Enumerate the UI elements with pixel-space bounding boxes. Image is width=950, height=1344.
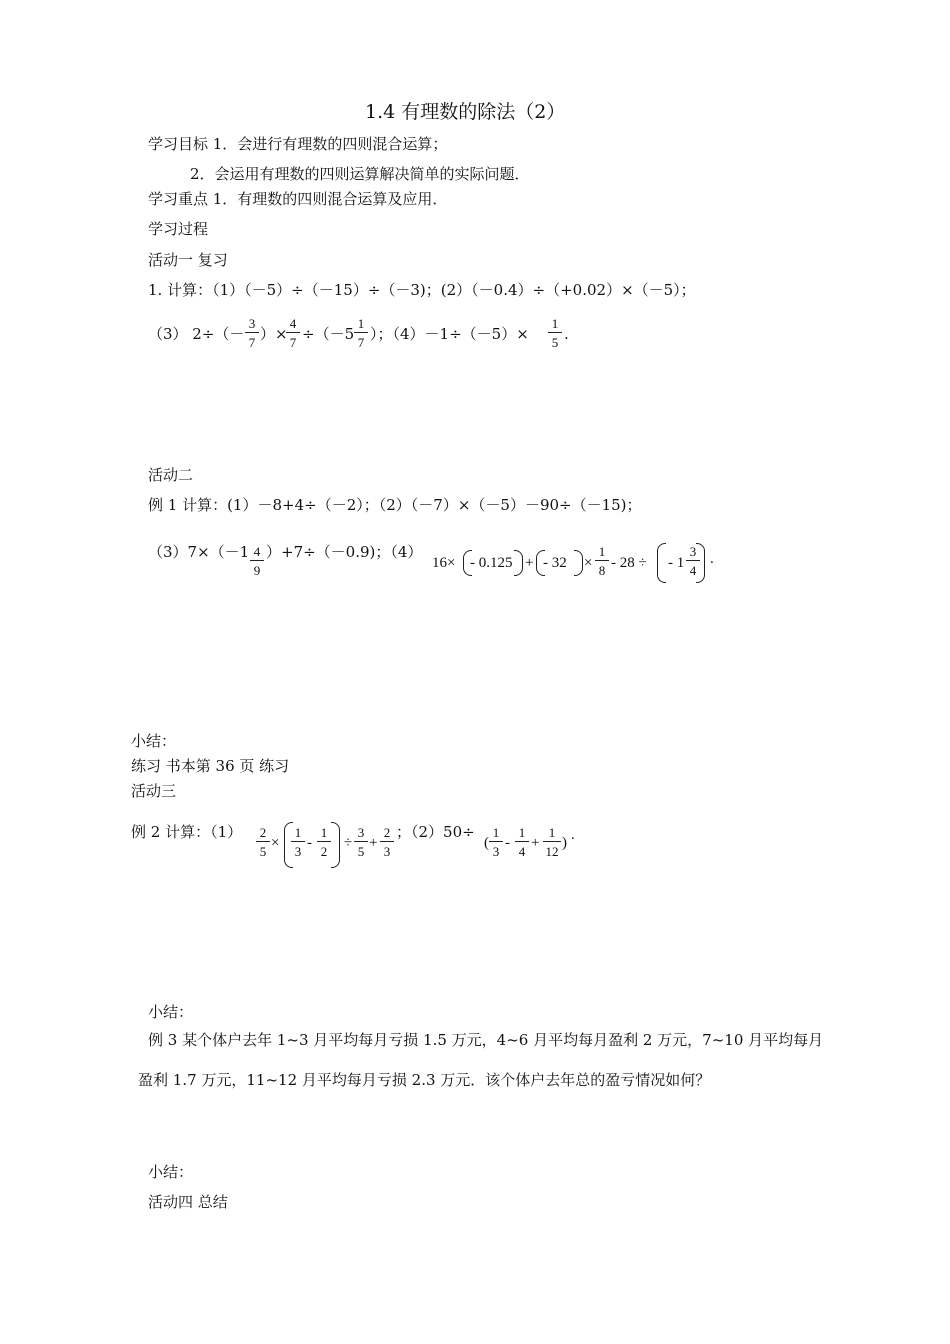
key-point: 学习重点 1．有理数的四则混合运算及应用． (148, 190, 448, 208)
expr-part: . (571, 827, 575, 843)
page-title: 1.4 有理数的除法（2） (365, 101, 566, 123)
ex2-text-1: 例 2 计算：（1） (131, 823, 243, 841)
expr-part: ÷ (344, 835, 353, 851)
right-paren (574, 550, 583, 576)
example-1-line-1: 例 1 计算：(1）－8+4÷（－2）；（2）（－7）×（－5）－90÷（－15)； (148, 496, 642, 514)
expr-part: . (710, 551, 714, 567)
activity-1-heading: 活动一 复习 (148, 251, 228, 269)
objective-line-1: 学习目标 1．会进行有理数的四则混合运算； (148, 135, 448, 153)
example-3-line-1: 例 3 某个体户去年 1~3 月平均每月亏损 1.5 万元，4~6 月平均每月盈利 2 万元，7~10 月平均每月 (148, 1031, 824, 1049)
summary-1: 小结： (131, 732, 177, 750)
left-paren (657, 543, 666, 583)
summary-3: 小结： (148, 1163, 194, 1181)
expr-part: - 0.125 (470, 555, 513, 571)
expr-part: 16× (432, 555, 456, 571)
fraction: 1 4 (515, 826, 529, 858)
expr-part: - 28 ÷ (611, 555, 647, 571)
practice-line: 练习 书本第 36 页 练习 (131, 757, 290, 775)
q3-text-3: ÷（－5 (302, 325, 355, 343)
q3-text-4: ）；（4）－1÷（－5）× (370, 325, 529, 343)
fraction: 3 5 (354, 826, 368, 858)
objective-line-2: 2．会运用有理数的四则运算解决简单的实际问题． (190, 165, 530, 183)
example-3-line-2: 盈利 1.7 万元，11~12 月平均每月亏损 2.3 万元．该个体户去年总的盈亏情况如何？ (138, 1071, 711, 1089)
q3-text-2: ）× (260, 325, 288, 343)
activity-3-heading: 活动三 (131, 782, 177, 800)
process-heading: 学习过程 (148, 220, 209, 238)
expr-part: + (369, 835, 378, 851)
expr-part: + (531, 835, 540, 851)
activity-4-heading: 活动四 总结 (148, 1193, 228, 1211)
activity-2-heading: 活动二 (148, 466, 194, 484)
expr-part: + (525, 555, 534, 571)
ex2-text-2: ；（2）50÷ (396, 823, 475, 841)
fraction: 1 12 (543, 826, 561, 858)
fraction: 4 9 (250, 545, 264, 577)
fraction: 1 8 (595, 545, 609, 577)
expr-part: × (271, 835, 280, 851)
expr-part: - 32 (543, 555, 567, 571)
ex1-3-text-1: （3）7×（－1 (148, 543, 250, 561)
activity-1-question-1: 1. 计算：（1）（－5）÷（－15）÷（－3)；(2）（－0.4）÷（+0.02）×（－5）； (148, 281, 696, 299)
q3-text-1: （3） 2÷（－ (148, 325, 245, 343)
expr-part: - 1 (668, 555, 685, 571)
ex1-3-text-2: ）+7÷（－0.9)；（4） (266, 543, 423, 561)
expr-part: - (505, 835, 510, 851)
fraction: 3 7 (245, 317, 259, 349)
right-paren-glyph: ) (562, 835, 567, 851)
fraction: 2 3 (380, 826, 394, 858)
fraction: 1 7 (354, 317, 368, 349)
fraction: 3 4 (686, 545, 700, 577)
right-paren (514, 550, 523, 576)
fraction: 1 5 (548, 317, 562, 349)
fraction: 2 5 (256, 826, 270, 858)
fraction: 1 2 (317, 826, 331, 858)
expr-part: × (584, 555, 593, 571)
expr-part: - (307, 835, 312, 851)
left-paren-glyph: ( (484, 835, 489, 851)
fraction: 4 7 (286, 317, 300, 349)
fraction: 1 3 (489, 826, 503, 858)
q3-text-5: . (564, 325, 569, 343)
fraction: 1 3 (291, 826, 305, 858)
right-paren (331, 822, 340, 868)
right-paren (696, 543, 705, 583)
summary-2: 小结： (148, 1003, 194, 1021)
